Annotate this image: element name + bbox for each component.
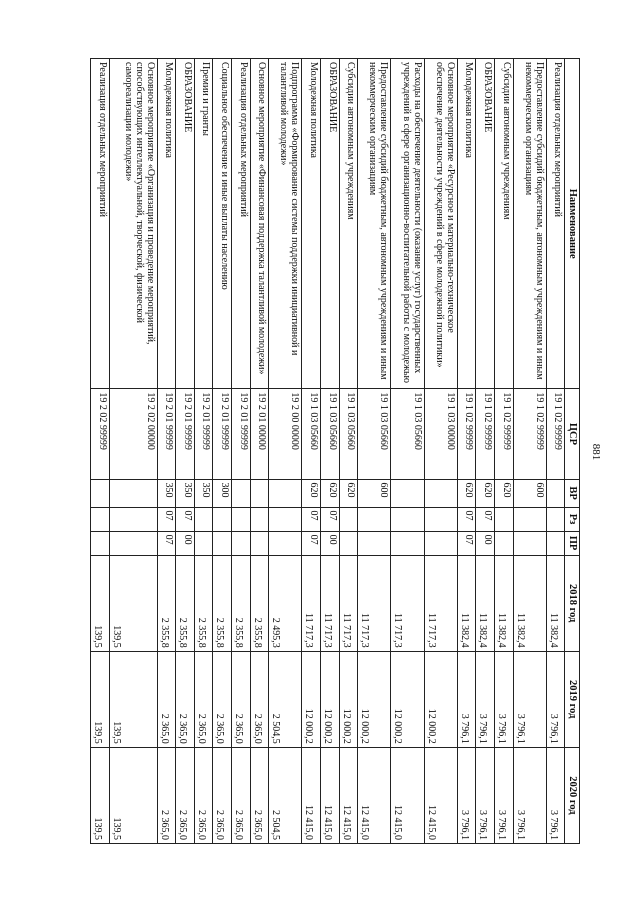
cell-2020: 3 796,1: [495, 747, 514, 843]
cell-csr: 19 2 02 00000: [109, 389, 157, 479]
cell-2019: 2 504,5: [269, 651, 302, 747]
cell-2018: 11 717,3: [339, 555, 358, 651]
cell-2019: 3 796,1: [457, 651, 476, 747]
table-row: [269, 59, 302, 844]
cell-vr: [269, 479, 302, 507]
cell-pr: [339, 531, 358, 555]
cell-rz: [391, 507, 424, 531]
cell-pr: 07: [157, 531, 176, 555]
cell-2020: 3 796,1: [476, 747, 495, 843]
cell-pr: [391, 531, 424, 555]
cell-rz: [194, 507, 213, 531]
cell-2020: 2 365,0: [232, 747, 251, 843]
cell-2018: 139,5: [109, 555, 157, 651]
table-row: [109, 59, 157, 844]
cell-name: Основное мероприятие «Финансовая поддержка талантливой молодежи»: [250, 59, 269, 389]
budget-table-container: [90, 58, 580, 844]
cell-2019: 2 365,0: [232, 651, 251, 747]
cell-2019: 12 000,2: [321, 651, 340, 747]
table-row: [495, 59, 514, 844]
cell-rz: 07: [157, 507, 176, 531]
cell-2019: 2 365,0: [157, 651, 176, 747]
cell-2020: 3 796,1: [457, 747, 476, 843]
table-row: [157, 59, 176, 844]
cell-pr: 00: [476, 531, 495, 555]
cell-csr: 19 1 03 05660: [302, 389, 321, 479]
cell-name: Предоставление субсидий бюджетным, автономным учреждениям и иным некоммерческим организациям: [513, 59, 546, 389]
cell-rz: [269, 507, 302, 531]
cell-csr: 19 2 01 99999: [232, 389, 251, 479]
table-row: [513, 59, 546, 844]
header-name: Наименование: [565, 59, 580, 389]
cell-name: Социальное обеспечение и иные выплаты населению: [213, 59, 232, 389]
cell-2018: 2 355,8: [157, 555, 176, 651]
cell-2020: 12 415,0: [391, 747, 424, 843]
table-row: [358, 59, 391, 844]
cell-2019: 12 000,2: [302, 651, 321, 747]
cell-name: Молодежная политика: [302, 59, 321, 389]
cell-2018: 2 495,3: [269, 555, 302, 651]
cell-rz: 07: [476, 507, 495, 531]
cell-name: Основное мероприятие «Ресурсное и материально-техническое обеспечение деятельности учреждений в сфере молодежной политики»: [424, 59, 457, 389]
cell-name: Реализация отдельных мероприятий: [232, 59, 251, 389]
cell-rz: [250, 507, 269, 531]
cell-2019: 12 000,2: [424, 651, 457, 747]
cell-vr: 620: [495, 479, 514, 507]
cell-csr: 19 2 01 99999: [176, 389, 195, 479]
cell-csr: 19 1 03 05660: [339, 389, 358, 479]
cell-name: Предоставление субсидий бюджетным, автономным учреждениям и иным некоммерческим организациям: [358, 59, 391, 389]
cell-2019: 2 365,0: [213, 651, 232, 747]
cell-2018: 11 717,3: [358, 555, 391, 651]
cell-2018: 11 382,4: [513, 555, 546, 651]
cell-2019: 2 365,0: [250, 651, 269, 747]
cell-2020: 12 415,0: [339, 747, 358, 843]
cell-pr: [495, 531, 514, 555]
cell-csr: 19 1 02 99999: [546, 389, 565, 479]
cell-rz: [232, 507, 251, 531]
header-csr: ЦСР: [565, 389, 580, 479]
cell-vr: [424, 479, 457, 507]
cell-vr: 600: [513, 479, 546, 507]
header-vr: ВР: [565, 479, 580, 507]
cell-name: Основное мероприятие «Организация и проведение мероприятий, способствующих интеллектуальной, творческой, физической самореализации молодежи»: [109, 59, 157, 389]
cell-2020: 12 415,0: [358, 747, 391, 843]
cell-2019: 3 796,1: [546, 651, 565, 747]
table-row: [176, 59, 195, 844]
cell-name: ОБРАЗОВАНИЕ: [321, 59, 340, 389]
cell-rz: [109, 507, 157, 531]
cell-2020: 2 365,0: [157, 747, 176, 843]
table-row: [321, 59, 340, 844]
cell-2019: 139,5: [109, 651, 157, 747]
cell-csr: 19 2 01 99999: [157, 389, 176, 479]
cell-pr: 00: [176, 531, 195, 555]
cell-2020: 12 415,0: [302, 747, 321, 843]
cell-vr: 620: [339, 479, 358, 507]
page-number: 881: [590, 443, 602, 461]
table-row: [457, 59, 476, 844]
cell-2018: 2 355,8: [250, 555, 269, 651]
cell-vr: 620: [457, 479, 476, 507]
cell-name: ОБРАЗОВАНИЕ: [176, 59, 195, 389]
cell-rz: [91, 507, 110, 531]
cell-2019: 2 365,0: [194, 651, 213, 747]
cell-2018: 2 355,8: [194, 555, 213, 651]
cell-name: Молодежная политика: [157, 59, 176, 389]
cell-rz: [339, 507, 358, 531]
cell-2018: 11 717,3: [424, 555, 457, 651]
cell-csr: 19 1 02 99999: [495, 389, 514, 479]
cell-2019: 3 796,1: [495, 651, 514, 747]
table-row: [250, 59, 269, 844]
cell-name: ОБРАЗОВАНИЕ: [476, 59, 495, 389]
cell-2018: 11 717,3: [302, 555, 321, 651]
cell-2020: 2 365,0: [213, 747, 232, 843]
cell-name: Подпрограмма «Формирование системы поддержки инициативной и талантливой молодежи»: [269, 59, 302, 389]
cell-2020: 12 415,0: [424, 747, 457, 843]
cell-csr: 19 1 03 05660: [391, 389, 424, 479]
cell-vr: 350: [157, 479, 176, 507]
rotated-page-area: [90, 58, 580, 844]
cell-pr: [513, 531, 546, 555]
cell-csr: 19 1 03 05660: [358, 389, 391, 479]
table-body: [91, 59, 565, 844]
cell-2018: 11 382,4: [476, 555, 495, 651]
cell-vr: 620: [321, 479, 340, 507]
cell-2018: 11 382,4: [546, 555, 565, 651]
cell-vr: 300: [213, 479, 232, 507]
cell-pr: [424, 531, 457, 555]
cell-rz: [546, 507, 565, 531]
cell-2020: 2 365,0: [176, 747, 195, 843]
cell-vr: 600: [358, 479, 391, 507]
table-row: [213, 59, 232, 844]
cell-vr: [250, 479, 269, 507]
header-2019: 2019 год: [565, 651, 580, 747]
cell-2020: 3 796,1: [513, 747, 546, 843]
cell-2018: 11 717,3: [321, 555, 340, 651]
cell-pr: [91, 531, 110, 555]
cell-pr: [269, 531, 302, 555]
cell-csr: 19 1 03 00000: [424, 389, 457, 479]
cell-rz: [213, 507, 232, 531]
cell-vr: 620: [302, 479, 321, 507]
cell-rz: 07: [176, 507, 195, 531]
cell-2020: 2 365,0: [250, 747, 269, 843]
cell-2019: 12 000,2: [358, 651, 391, 747]
cell-rz: [424, 507, 457, 531]
cell-csr: 19 1 02 99999: [513, 389, 546, 479]
table-row: [424, 59, 457, 844]
cell-vr: [232, 479, 251, 507]
cell-2019: 3 796,1: [476, 651, 495, 747]
cell-csr: 19 1 03 05660: [321, 389, 340, 479]
cell-pr: [194, 531, 213, 555]
cell-name: Субсидии автономным учреждениям: [495, 59, 514, 389]
header-2020: 2020 год: [565, 747, 580, 843]
cell-vr: 350: [194, 479, 213, 507]
cell-vr: 620: [476, 479, 495, 507]
cell-name: Реализация отдельных мероприятий: [546, 59, 565, 389]
cell-2020: 139,5: [91, 747, 110, 843]
cell-2018: 139,5: [91, 555, 110, 651]
cell-pr: 00: [321, 531, 340, 555]
cell-pr: [358, 531, 391, 555]
cell-pr: 07: [457, 531, 476, 555]
cell-pr: [232, 531, 251, 555]
table-row: [194, 59, 213, 844]
cell-2018: 2 355,8: [232, 555, 251, 651]
cell-rz: 07: [302, 507, 321, 531]
cell-csr: 19 1 02 99999: [476, 389, 495, 479]
cell-name: Субсидии автономным учреждениям: [339, 59, 358, 389]
cell-csr: 19 2 01 99999: [213, 389, 232, 479]
cell-2018: 11 717,3: [391, 555, 424, 651]
cell-vr: [546, 479, 565, 507]
cell-2019: 2 365,0: [176, 651, 195, 747]
table-row: [232, 59, 251, 844]
cell-vr: [391, 479, 424, 507]
cell-name: Реализация отдельных мероприятий: [91, 59, 110, 389]
cell-2018: 11 382,4: [457, 555, 476, 651]
cell-pr: [109, 531, 157, 555]
cell-name: Премии и гранты: [194, 59, 213, 389]
cell-2020: 3 796,1: [546, 747, 565, 843]
cell-name: Молодежная политика: [457, 59, 476, 389]
header-2018: 2018 год: [565, 555, 580, 651]
table-header-row: [565, 59, 580, 844]
cell-csr: 19 2 01 00000: [250, 389, 269, 479]
cell-rz: 07: [457, 507, 476, 531]
cell-vr: 350: [176, 479, 195, 507]
table-row: [546, 59, 565, 844]
cell-2019: 3 796,1: [513, 651, 546, 747]
cell-pr: [213, 531, 232, 555]
cell-2018: 2 355,8: [176, 555, 195, 651]
cell-2020: 139,5: [109, 747, 157, 843]
cell-csr: 19 2 01 99999: [194, 389, 213, 479]
table-row: [91, 59, 110, 844]
cell-pr: 07: [302, 531, 321, 555]
cell-csr: 19 2 02 99999: [91, 389, 110, 479]
cell-vr: [91, 479, 110, 507]
cell-2019: 12 000,2: [339, 651, 358, 747]
cell-name: Расходы на обеспечение деятельности (оказание услуг) государственных учреждений в сфере организационно-воспитательной работы с молодежью: [391, 59, 424, 389]
cell-2020: 2 504,5: [269, 747, 302, 843]
cell-csr: 19 2 00 00000: [269, 389, 302, 479]
cell-2019: 139,5: [91, 651, 110, 747]
cell-2020: 12 415,0: [321, 747, 340, 843]
cell-pr: [250, 531, 269, 555]
table-row: [476, 59, 495, 844]
header-rz: Рз: [565, 507, 580, 531]
cell-2019: 12 000,2: [391, 651, 424, 747]
cell-rz: 07: [321, 507, 340, 531]
cell-2018: 2 355,8: [213, 555, 232, 651]
table-row: [302, 59, 321, 844]
cell-vr: [109, 479, 157, 507]
header-pr: ПР: [565, 531, 580, 555]
table-row: [339, 59, 358, 844]
cell-csr: 19 1 02 99999: [457, 389, 476, 479]
cell-2018: 11 382,4: [495, 555, 514, 651]
cell-rz: [358, 507, 391, 531]
cell-rz: [495, 507, 514, 531]
table-row: [391, 59, 424, 844]
cell-rz: [513, 507, 546, 531]
budget-table: [90, 58, 580, 844]
cell-2020: 2 365,0: [194, 747, 213, 843]
cell-pr: [546, 531, 565, 555]
